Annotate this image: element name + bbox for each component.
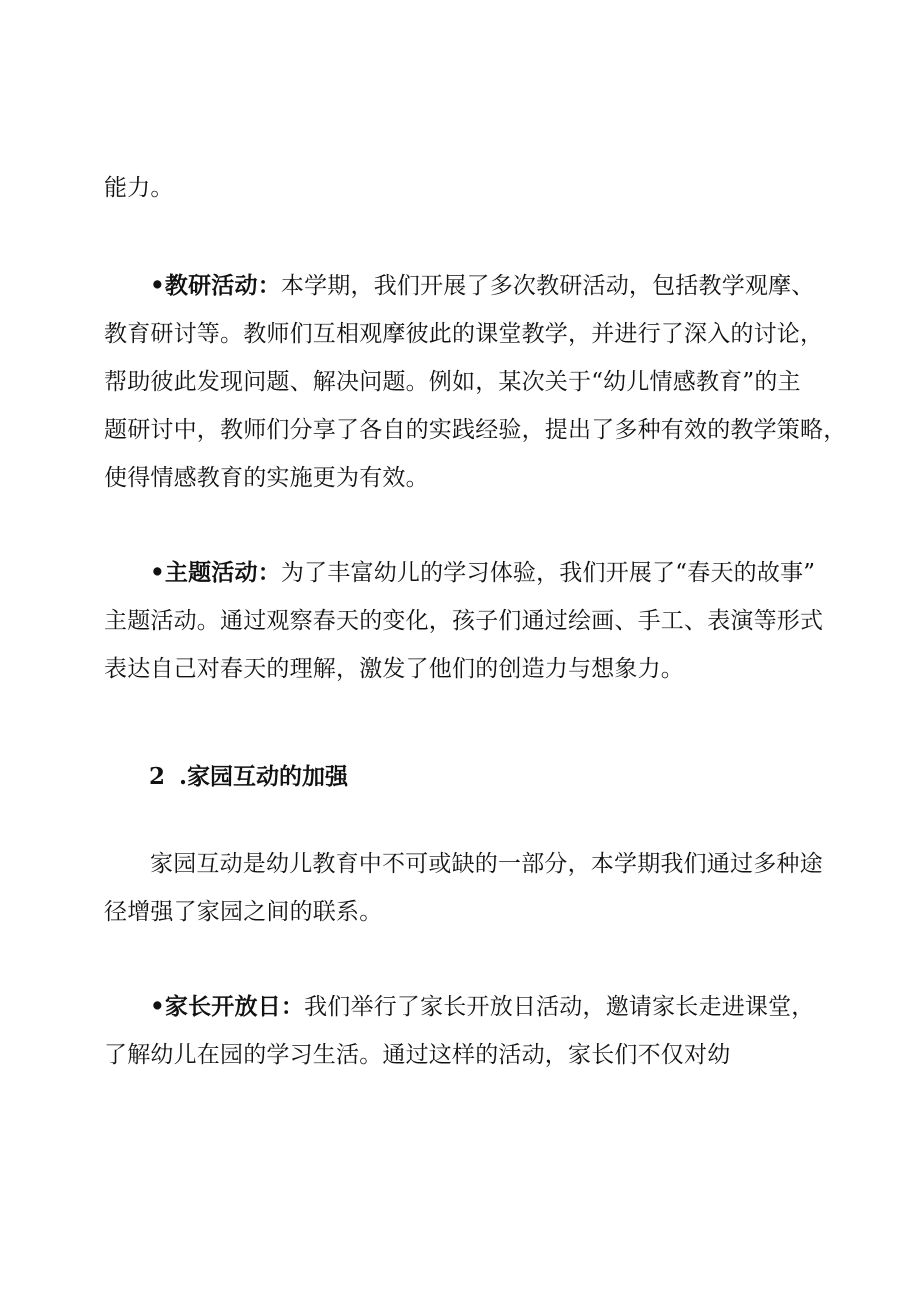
paragraph-line: 教育研讨等。教师们互相观摩彼此的课堂教学，并进行了深入的讨论， bbox=[104, 321, 824, 347]
section-heading bbox=[149, 758, 348, 791]
paragraph-line: 家园互动是幼儿教育中不可或缺的一部分，本学期我们通过多种途 bbox=[150, 851, 823, 877]
paragraph-line: 主题活动。通过观察春天的变化，孩子们通过绘画、手工、表演等形式 bbox=[104, 608, 824, 634]
paragraph-line: 帮助彼此发现问题、解决问题。例如，某次关于“幼儿情感教育”的主 bbox=[104, 369, 801, 395]
theme-activity-paragraph bbox=[104, 549, 834, 693]
paragraph-line: 题研讨中，教师们分享了各自的实践经验，提出了多种有效的教学策略， bbox=[104, 417, 847, 443]
paragraph-line: 使得情感教育的实施更为有效。 bbox=[104, 465, 429, 491]
paragraph-line: 了解幼儿在园的学习生活。通过这样的活动，家长们不仅对幼 bbox=[104, 1042, 731, 1068]
intro-paragraph bbox=[104, 840, 834, 936]
paragraph-line: 表达自己对春天的理解，激发了他们的创造力与想象力。 bbox=[104, 656, 684, 682]
paragraph-line: 径增强了家园之间的联系。 bbox=[104, 899, 383, 925]
heading-title: .家园互动的加强 bbox=[179, 763, 349, 790]
parent-open-day-paragraph bbox=[104, 983, 834, 1079]
paragraph-text: 为了丰富幼儿的学习体验，我们开展了“春天的故事” bbox=[280, 560, 816, 586]
paragraph-line bbox=[104, 983, 834, 1031]
paragraph-line bbox=[104, 262, 834, 310]
heading-number: 2 bbox=[149, 763, 166, 790]
paragraph-line bbox=[104, 549, 834, 597]
carryover-text: 能力。 bbox=[104, 175, 174, 201]
paragraph-text: 我们举行了家长开放日活动，邀请家长走进课堂， bbox=[304, 994, 815, 1020]
paragraph-text: 本学期，我们开展了多次教研活动，包括教学观摩、 bbox=[280, 273, 815, 299]
section-label: •家长开放日： bbox=[150, 993, 305, 1020]
section-label: •教研活动： bbox=[150, 272, 281, 299]
section-label: •主题活动： bbox=[150, 559, 281, 586]
teaching-research-paragraph bbox=[104, 262, 847, 502]
